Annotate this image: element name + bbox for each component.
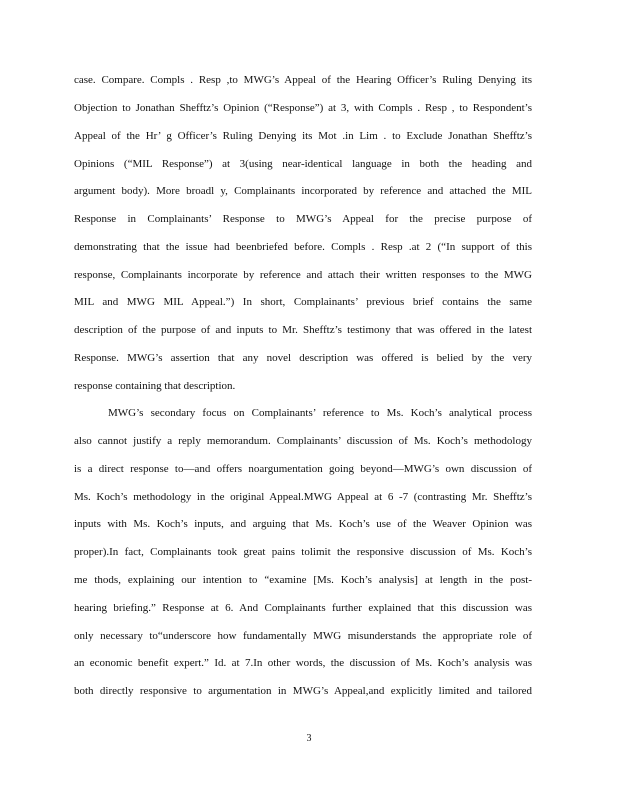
text-line: hearing briefing.” Response at 6. And Complainants further explained that this discussion was bbox=[74, 602, 532, 614]
text-line: Appeal of the Hr’ g Officer’s Ruling Denying its Mot .in Lim . to Exclude Jonathan Shefftz’s bbox=[74, 130, 532, 142]
text-line: response containing that description. bbox=[74, 380, 236, 392]
text-line: description of the purpose of and inputs to Mr. Shefftz’s testimony that was offered in the latest bbox=[74, 324, 532, 336]
text-line: inputs with Ms. Koch’s inputs, and arguing that Ms. Koch’s use of the Weaver Opinion was bbox=[74, 518, 532, 530]
text-line: is a direct response to—and offers noargumentation going beyond—MWG’s own discussion of bbox=[74, 463, 532, 475]
text-line: an economic benefit expert.” Id. at 7.In other words, the discussion of Ms. Koch’s analysis was bbox=[74, 657, 532, 669]
text-line: MIL and MWG MIL Appeal.”) In short, Complainants’ previous brief contains the same bbox=[74, 296, 532, 308]
text-line: argument body). More broadl y, Complainants incorporated by reference and attached the MIL bbox=[74, 185, 532, 197]
text-line: both directly responsive to argumentation in MWG’s Appeal,and explicitly limited and tailored bbox=[74, 685, 532, 697]
text-line: also cannot justify a reply memorandum. Complainants’ discussion of Ms. Koch’s methodology bbox=[74, 435, 532, 447]
text-line: me thods, explaining our intention to “examine [Ms. Koch’s analysis] at length in the post- bbox=[74, 574, 532, 586]
text-line: MWG’s secondary focus on Complainants’ reference to Ms. Koch’s analytical process bbox=[108, 407, 532, 419]
page-number: 3 bbox=[306, 733, 312, 744]
text-line: case. Compare. Compls . Resp ,to MWG’s Appeal of the Hearing Officer’s Ruling Denying its bbox=[74, 74, 532, 86]
text-line: proper).In fact, Complainants took great pains tolimit the responsive discussion of Ms. Koch’s bbox=[74, 546, 532, 558]
text-line: response, Complainants incorporate by reference and attach their written responses to the MWG bbox=[74, 269, 532, 281]
text-line: only necessary to“underscore how fundamentally MWG misunderstands the appropriate role of bbox=[74, 630, 532, 642]
text-line: Ms. Koch’s methodology in the original Appeal.MWG Appeal at 6 -7 (contrasting Mr. Shefftz’s bbox=[74, 491, 532, 503]
text-line: Response. MWG’s assertion that any novel description was offered is belied by the very bbox=[74, 352, 532, 364]
text-line: Objection to Jonathan Shefftz’s Opinion (“Response”) at 3, with Compls . Resp , to Respondent’s bbox=[74, 102, 532, 114]
text-line: Response in Complainants’ Response to MWG’s Appeal for the precise purpose of bbox=[74, 213, 532, 225]
text-line: Opinions (“MIL Response”) at 3(using near-identical language in both the heading and bbox=[74, 158, 532, 170]
text-line: demonstrating that the issue had beenbriefed before. Compls . Resp .at 2 (“In support of this bbox=[74, 241, 532, 253]
